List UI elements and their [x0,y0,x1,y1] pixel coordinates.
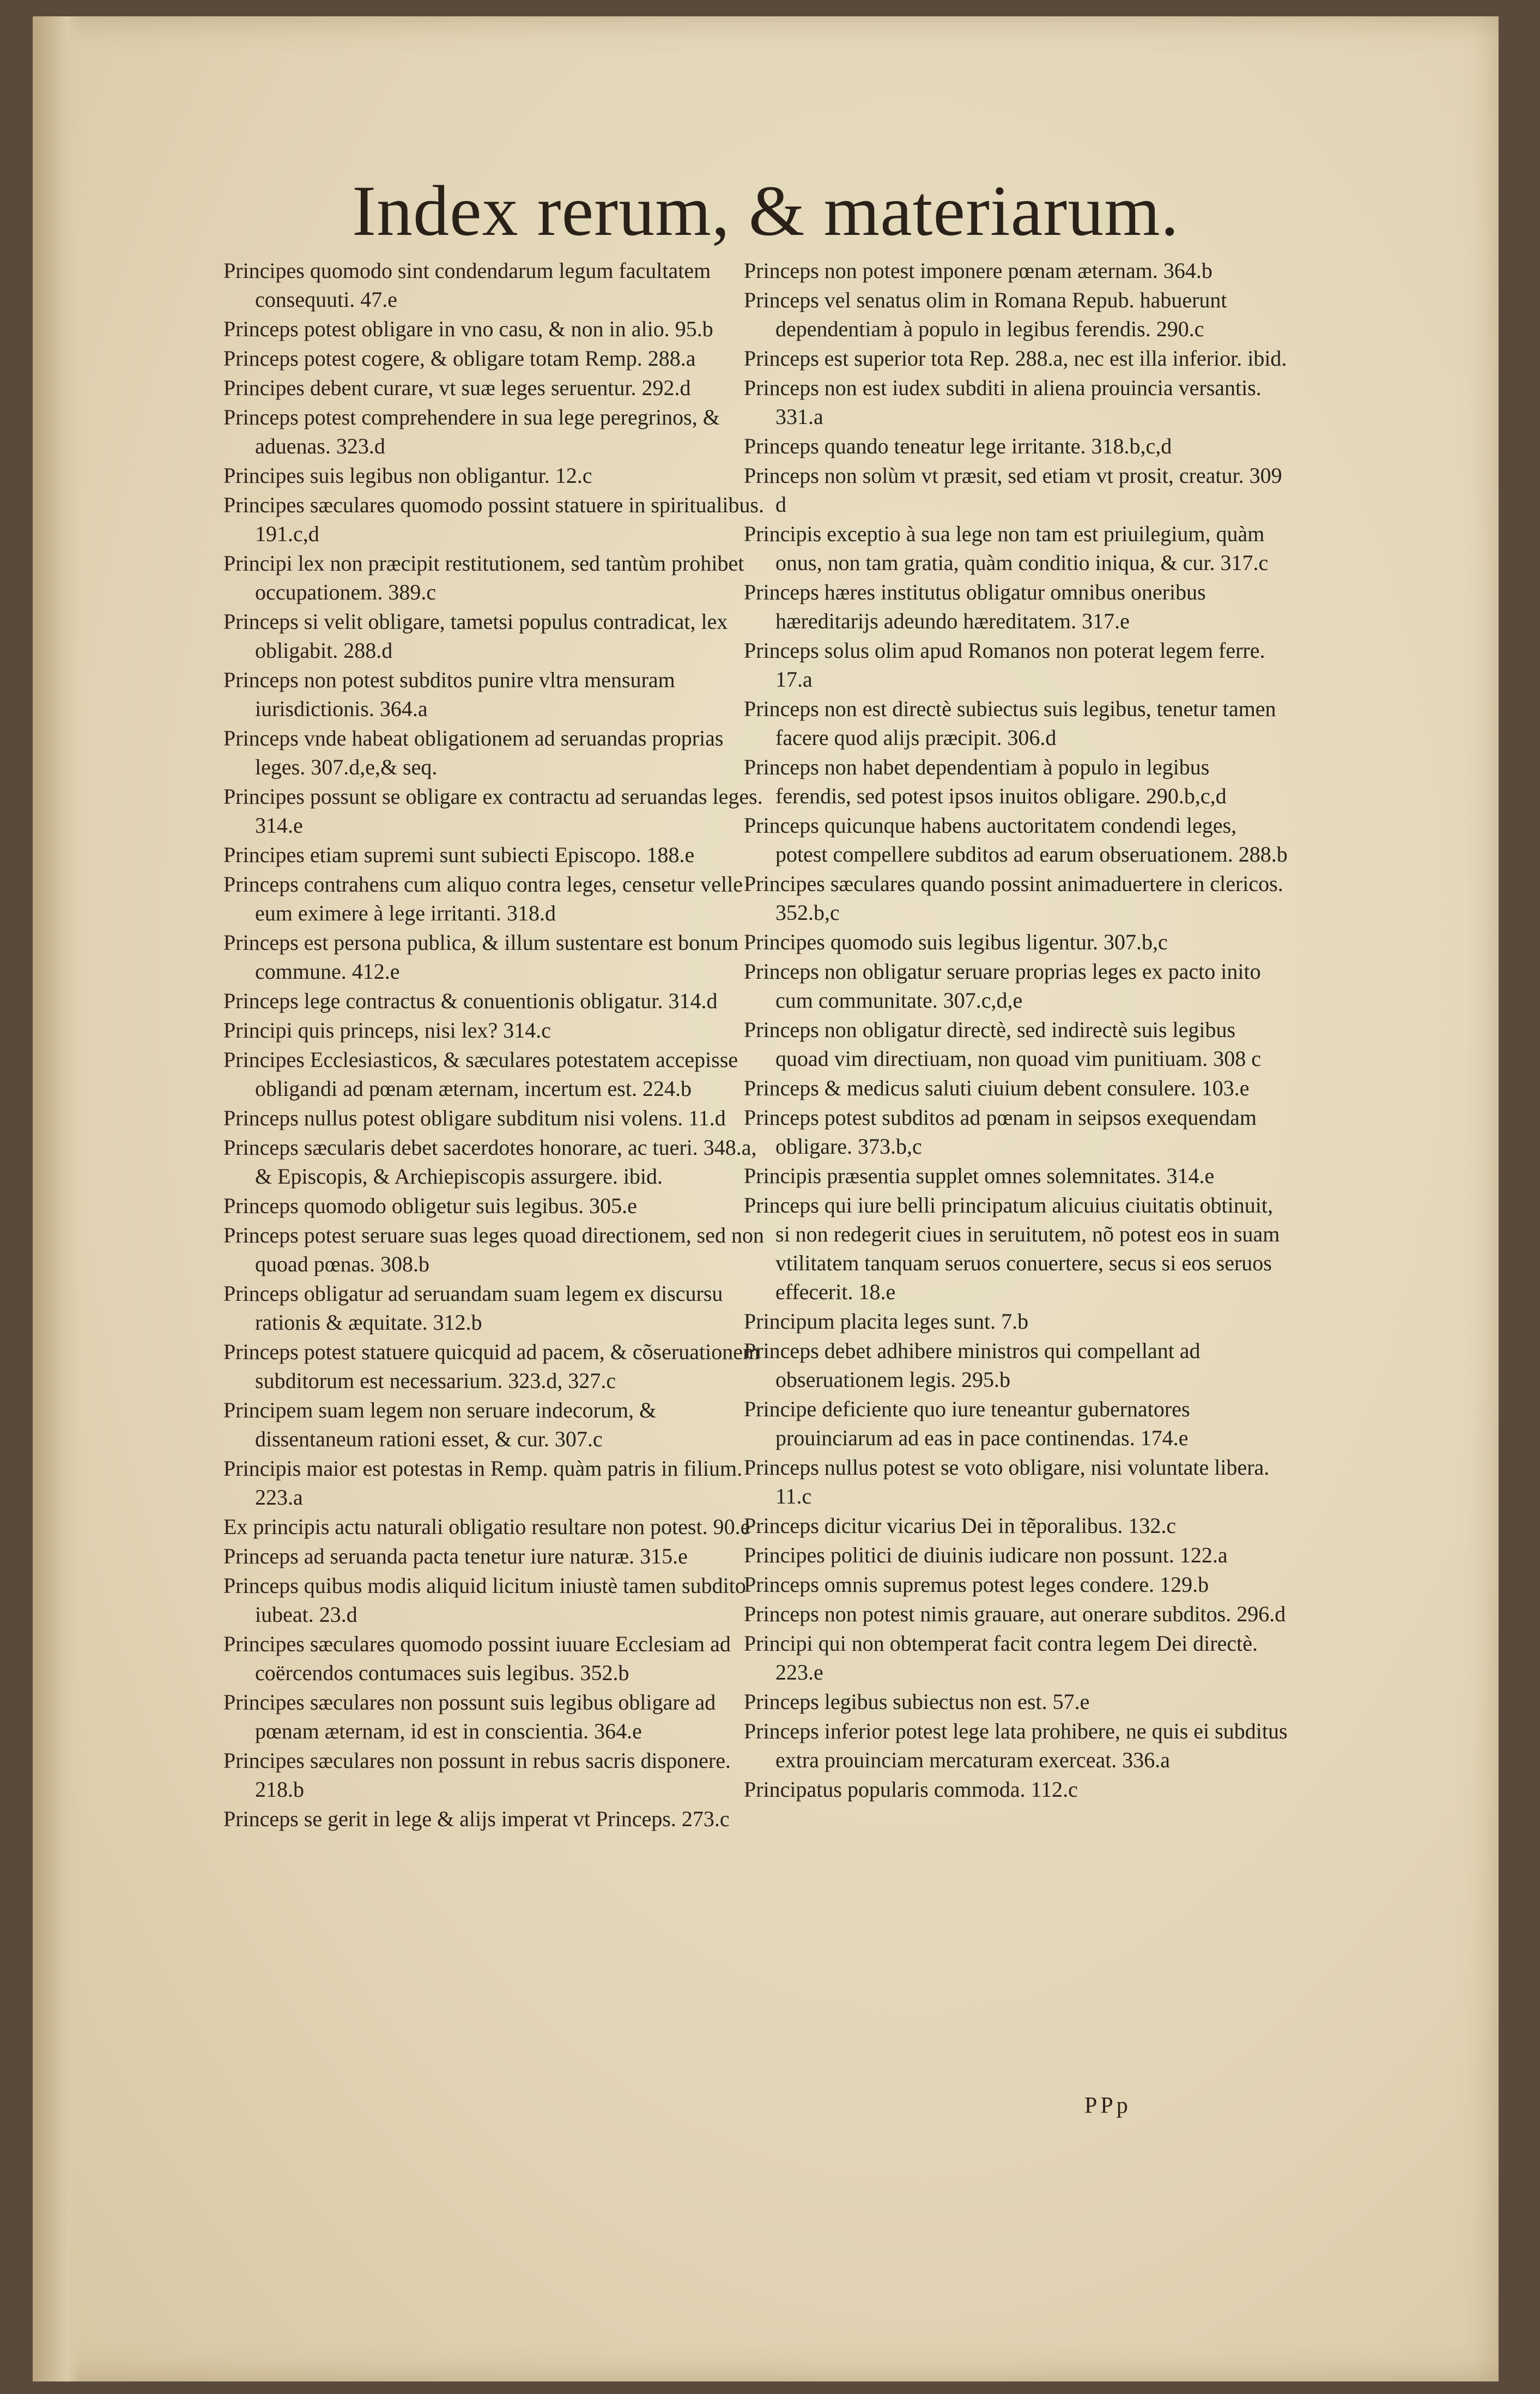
index-entry: Princeps quando teneatur lege irritante. 318.b,c,d [744,434,1172,458]
index-entry: Princeps quomodo obligetur suis legibus. 305.e [223,1193,637,1218]
index-entry: Princeps se gerit in lege & alijs imperat vt Princeps. 273.c [223,1807,730,1831]
index-entry: Princeps non potest imponere pœnam æternam. 364.b [744,258,1212,283]
index-entry: Principes debent curare, vt suæ leges seruentur. 292.d [223,375,691,400]
index-entry: Principes Ecclesiasticos, & sæculares potestatem accepisse obligandi ad pœnam æternam, incertum est. 224.b [223,1047,738,1101]
index-entry: Principes sæculares non possunt suis legibus obligare ad pœnam æternam, id est in conscientia. 364.e [223,1690,716,1743]
index-entry: Princeps obligatur ad seruandam suam legem ex discursu rationis & æquitate. 312.b [223,1281,723,1335]
index-entry: Princeps qui iure belli principatum alicuius ciuitatis obtinuit, si non redegerit ciues in seruitutem, nõ potest eos in suam vtilitatem tanquam seruos conuertere, secus si eos seruos effecerit. 18.e [744,1193,1280,1304]
index-entry: Princeps nullus potest obligare subditum nisi volens. 11.d [223,1106,726,1130]
index-entry: Princeps hæres institutus obligatur omnibus oneribus hæreditarijs adeundo hæreditatem. 317.e [744,580,1206,633]
index-entry: Principes quomodo sint condendarum legum facultatem consequuti. 47.e [223,258,711,312]
index-entry: Princeps si velit obligare, tametsi populus contradicat, lex obligabit. 288.d [223,609,728,663]
index-entry: Princeps lege contractus & conuentionis obligatur. 314.d [223,989,718,1013]
index-entry: Princeps quibus modis aliquid licitum iniustè tamen subdito iubeat. 23.d [223,1573,746,1627]
index-entry: Principatus popularis commoda. 112.c [744,1777,1078,1802]
index-entry: Princeps non obligatur seruare proprias leges ex pacto inito cum communitate. 307.c,d,e [744,959,1261,1013]
index-entry: Principes politici de diuinis iudicare non possunt. 122.a [744,1543,1228,1567]
index-entry: Princeps potest cogere, & obligare totam Remp. 288.a [223,346,696,371]
index-entry: Princeps potest obligare in vno casu, & non in alio. 95.b [223,317,713,341]
index-entry: Principi lex non præcipit restitutionem, sed tantùm prohibet occupationem. 389.c [223,551,744,604]
index-entry: Principis exceptio à sua lege non tam est priuilegium, quàm onus, non tam gratia, quàm conditio iniqua, & cur. 317.c [744,522,1269,575]
index-column-left [223,256,768,1834]
index-entry: Princeps solus olim apud Romanos non poterat legem ferre. 17.a [744,638,1265,692]
index-entry: Principes etiam supremi sunt subiecti Episcopo. 188.e [223,843,695,867]
index-entry: Princeps & medicus saluti ciuium debent consulere. 103.e [744,1076,1250,1100]
index-entry: Principes possunt se obligare ex contractu ad seruandas leges. 314.e [223,784,763,838]
index-entry: Princeps non habet dependentiam à populo in legibus ferendis, sed potest ipsos inuitos obligare. 290.b,c,d [744,755,1227,808]
index-entry: Principis maior est potestas in Remp. quàm patris in filium. 223.a [223,1456,743,1510]
index-entry: Principes sæculares quomodo possint iuuare Ecclesiam ad coërcendos contumaces suis legibus. 352.b [223,1632,731,1685]
catchword: PPp [1084,2093,1131,2118]
page-title: Index rerum, & materiarum. [352,171,1179,251]
index-entry: Princeps est persona publica, & illum sustentare est bonum commune. 412.e [223,930,739,984]
index-entry: Princeps inferior potest lege lata prohibere, ne quis ei subditus extra prouinciam mercaturam exerceat. 336.a [744,1719,1288,1772]
index-entry: Principes sæculares quomodo possint statuere in spiritualibus. 191.c,d [223,493,765,546]
index-entry: Princeps nullus potest se voto obligare, nisi voluntate libera. 11.c [744,1455,1270,1508]
index-entry: Princeps non potest nimis grauare, aut onerare subditos. 296.d [744,1602,1286,1626]
index-entry: Princeps non est directè subiectus suis legibus, tenetur tamen facere quod alijs præcipit. 306.d [744,696,1276,750]
index-entry: Princeps potest comprehendere in sua lege peregrinos, & aduenas. 323.d [223,405,720,458]
index-entry: Principes sæculares quando possint animaduertere in clericos. 352.b,c [744,871,1283,925]
index-entry: Principem suam legem non seruare indecorum, & dissentaneum rationi esset, & cur. 307.c [223,1398,657,1451]
index-entry: Princeps potest statuere quicquid ad pacem, & cõseruationem subditorum est necessarium. 323.d, 327.c [223,1340,760,1393]
index-entry: Princeps non solùm vt præsit, sed etiam vt prosit, creatur. 309 d [744,463,1282,517]
index-entry: Principes suis legibus non obligantur. 12.c [223,463,592,488]
index-entry: Principi qui non obtemperat facit contra legem Dei directè. 223.e [744,1631,1258,1684]
index-entry: Princeps quicunque habens auctoritatem condendi leges, potest compellere subditos ad earum obseruationem. 288.b [744,813,1288,866]
index-entry: Princeps vnde habeat obligationem ad seruandas proprias leges. 307.d,e,& seq. [223,726,724,779]
index-entry: Principes quomodo suis legibus ligentur. 307.b,c [744,930,1168,954]
index-column-right [744,256,1289,1804]
index-entry: Princeps non potest subditos punire vltra mensuram iurisdictionis. 364.a [223,668,675,721]
index-entry: Princeps vel senatus olim in Romana Repub. habuerunt dependentiam à populo in legibus ferendis. 290.c [744,288,1227,341]
index-entry: Princeps potest seruare suas leges quoad directionem, sed non quoad pœnas. 308.b [223,1223,764,1276]
index-entry: Princeps est superior tota Rep. 288.a, nec est illa inferior. ibid. [744,346,1287,371]
index-entry: Principes sæculares non possunt in rebus sacris disponere. 218.b [223,1748,731,1802]
index-entry: Princeps non obligatur directè, sed indirectè suis legibus quoad vim directiuam, non quoad vim punitiuam. 308 c [744,1017,1261,1071]
index-entry: Princeps contrahens cum aliquo contra leges, censetur velle eum eximere à lege irritanti. 318.d [223,872,743,925]
index-entry: Princeps non est iudex subditi in aliena prouincia versantis. 331.a [744,375,1262,429]
index-entry: Principi quis princeps, nisi lex? 314.c [223,1018,551,1043]
index-entry: Princeps debet adhibere ministros qui compellant ad obseruationem legis. 295.b [744,1338,1201,1392]
index-entry: Princeps legibus subiectus non est. 57.e [744,1689,1090,1714]
index-entry: Principum placita leges sunt. 7.b [744,1309,1029,1334]
index-entry: Ex principis actu naturali obligatio resultare non potest. 90.e [223,1514,750,1539]
index-entry: Princeps ad seruanda pacta tenetur iure naturæ. 315.e [223,1544,688,1568]
index-entry: Princeps potest subditos ad pœnam in seipsos exequendam obligare. 373.b,c [744,1105,1257,1159]
index-entry: Princeps sæcularis debet sacerdotes honorare, ac tueri. 348.a, & Episcopis, & Archiepiscopis assurgere. ibid. [223,1135,757,1189]
book-page [33,16,1499,2381]
page-gutter [33,16,82,2381]
index-entry: Princeps omnis supremus potest leges condere. 129.b [744,1572,1209,1597]
index-entry: Principis præsentia supplet omnes solemnitates. 314.e [744,1163,1215,1188]
index-entry: Principe deficiente quo iure teneantur gubernatores prouinciarum ad eas in pace continendas. 174.e [744,1397,1190,1450]
index-entry: Princeps dicitur vicarius Dei in tẽporalibus. 132.c [744,1513,1177,1538]
